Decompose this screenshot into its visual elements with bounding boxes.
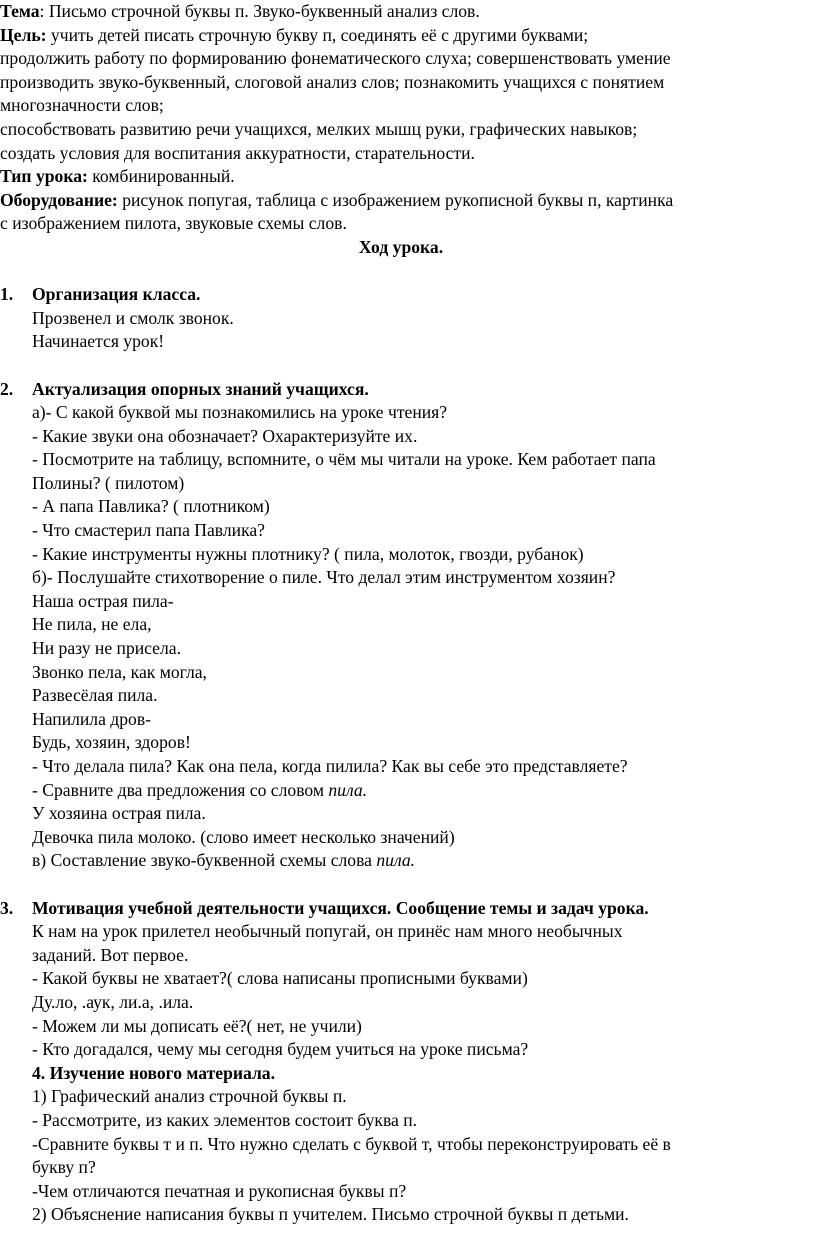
text-line: У хозяина острая пила. bbox=[32, 803, 206, 824]
poem-line: Напилила дров- bbox=[32, 708, 152, 729]
compare-word: пила. bbox=[328, 779, 368, 800]
topic-text: : Письмо строчной буквы п. Звуко-буквенный анализ слов. bbox=[39, 1, 480, 21]
text-line: - Посмотрите на таблицу, вспомните, о чём мы читали на уроке. Кем работает папа bbox=[32, 449, 656, 470]
text-line: К нам на урок прилетел необычный попугай, он принёс нам много необычных bbox=[32, 921, 623, 942]
lesson-type-label: Тип урока: bbox=[0, 166, 88, 187]
text-line: - Какие инструменты нужны плотнику? ( пила, молоток, гвозди, рубанок) bbox=[32, 543, 584, 564]
text-line: букву п? bbox=[32, 1157, 96, 1178]
text-line: - Можем ли мы дописать её?( нет, не учили) bbox=[32, 1015, 362, 1036]
section-title: Мотивация учебной деятельности учащихся. Сообщение темы и задач урока. bbox=[32, 897, 649, 918]
text-line: - А папа Павлика? ( плотником) bbox=[32, 496, 270, 517]
text-line: б)- Послушайте стихотворение о пиле. Что делал этим инструментом хозяин? bbox=[32, 567, 616, 588]
text-line: Полины? ( пилотом) bbox=[32, 472, 185, 493]
goal-line: продолжить работу по формированию фонематического слуха; совершенствовать умение bbox=[0, 48, 671, 69]
section-number: 2. bbox=[0, 378, 14, 399]
section-title: Организация класса. bbox=[32, 284, 201, 305]
text-line: - Какие звуки она обозначает? Охарактеризуйте их. bbox=[32, 425, 418, 446]
text-line: 1) Графический анализ строчной буквы п. bbox=[32, 1086, 347, 1107]
text-line: Начинается урок! bbox=[32, 331, 165, 352]
text-line: - Что делала пила? Как она пела, когда пилила? Как вы себе это представляете? bbox=[32, 756, 628, 776]
spacer bbox=[0, 873, 802, 897]
section-number: 3. bbox=[0, 897, 14, 918]
text-line: Прозвенел и смолк звонок. bbox=[32, 307, 234, 328]
lesson-type-line bbox=[0, 165, 802, 189]
section-1-heading bbox=[0, 283, 802, 307]
text-line: -Сравните буквы т и п. Что нужно сделать с буквой т, чтобы переконструировать её в bbox=[32, 1133, 671, 1154]
goal-line bbox=[0, 24, 802, 48]
goal-text: учить детей писать строчную букву п, соединять её с другими буквами; bbox=[46, 24, 589, 45]
section-number: 1. bbox=[0, 284, 14, 305]
text-line: -Чем отличаются печатная и рукописная буквы п? bbox=[32, 1180, 407, 1201]
equipment-line: с изображением пилота, звуковые схемы слов. bbox=[0, 213, 347, 234]
topic-line bbox=[0, 0, 802, 24]
equipment-text: рисунок попугая, таблица с изображением рукописной буквы п, картинка bbox=[117, 189, 674, 210]
section-2-heading bbox=[0, 378, 802, 402]
text-line: - Кто догадался, чему мы сегодня будем учиться на уроке письма? bbox=[32, 1039, 529, 1060]
text-line: а)- С какой буквой мы познакомились на уроке чтения? bbox=[32, 402, 448, 423]
goal-line: создать условия для воспитания аккуратности, старательности. bbox=[0, 142, 475, 163]
scheme-line bbox=[0, 849, 802, 873]
lesson-type-text: комбинированный. bbox=[87, 166, 235, 187]
text-line: Девочка пила молоко. (слово имеет несколько значений) bbox=[32, 826, 455, 847]
section-3-heading bbox=[0, 897, 802, 921]
text-line: Ду.ло, .аук, ли.а, .ила. bbox=[32, 991, 194, 1012]
compare-text: - Сравните два предложения со словом bbox=[32, 779, 329, 800]
section-title: Актуализация опорных знаний учащихся. bbox=[32, 378, 369, 399]
text-line: - Что смастерил папа Павлика? bbox=[32, 520, 265, 541]
goal-label: Цель: bbox=[0, 24, 47, 45]
compare-line bbox=[0, 779, 802, 803]
goal-line: производить звуко-буквенный, слоговой анализ слов; познакомить учащихся с понятием bbox=[0, 71, 665, 92]
scheme-text: в) Составление звуко-буквенной схемы слова bbox=[32, 850, 377, 871]
goal-line: многозначности слов; bbox=[0, 95, 164, 116]
section-4-heading: 4. Изучение нового материала. bbox=[32, 1062, 276, 1083]
spacer bbox=[0, 260, 802, 284]
poem-line: Звонко пела, как могла, bbox=[32, 661, 207, 682]
course-title: Ход урока. bbox=[358, 236, 444, 257]
spacer bbox=[0, 354, 802, 378]
poem-line: Наша острая пила- bbox=[32, 590, 174, 611]
goal-line: способствовать развитию речи учащихся, мелких мышц руки, графических навыков; bbox=[0, 118, 638, 139]
text-line: - Рассмотрите, из каких элементов состоит буква п. bbox=[32, 1109, 418, 1130]
equipment-line bbox=[0, 189, 802, 213]
poem-line: Будь, хозяин, здоров! bbox=[32, 732, 191, 753]
scheme-word: пила. bbox=[376, 850, 416, 871]
text-line: 2) Объяснение написания буквы п учителем. Письмо строчной буквы п детьми. bbox=[32, 1204, 629, 1225]
text-line: - Какой буквы не хватает?( слова написаны прописными буквами) bbox=[32, 968, 528, 989]
text-line: заданий. Вот первое. bbox=[32, 944, 189, 965]
poem-line: Ни разу не присела. bbox=[32, 638, 181, 659]
poem-line: Развесёлая пила. bbox=[32, 685, 158, 706]
poem-line: Не пила, не ела, bbox=[32, 614, 152, 635]
equipment-label: Оборудование: bbox=[0, 189, 118, 210]
topic-label: Тема bbox=[0, 1, 40, 21]
